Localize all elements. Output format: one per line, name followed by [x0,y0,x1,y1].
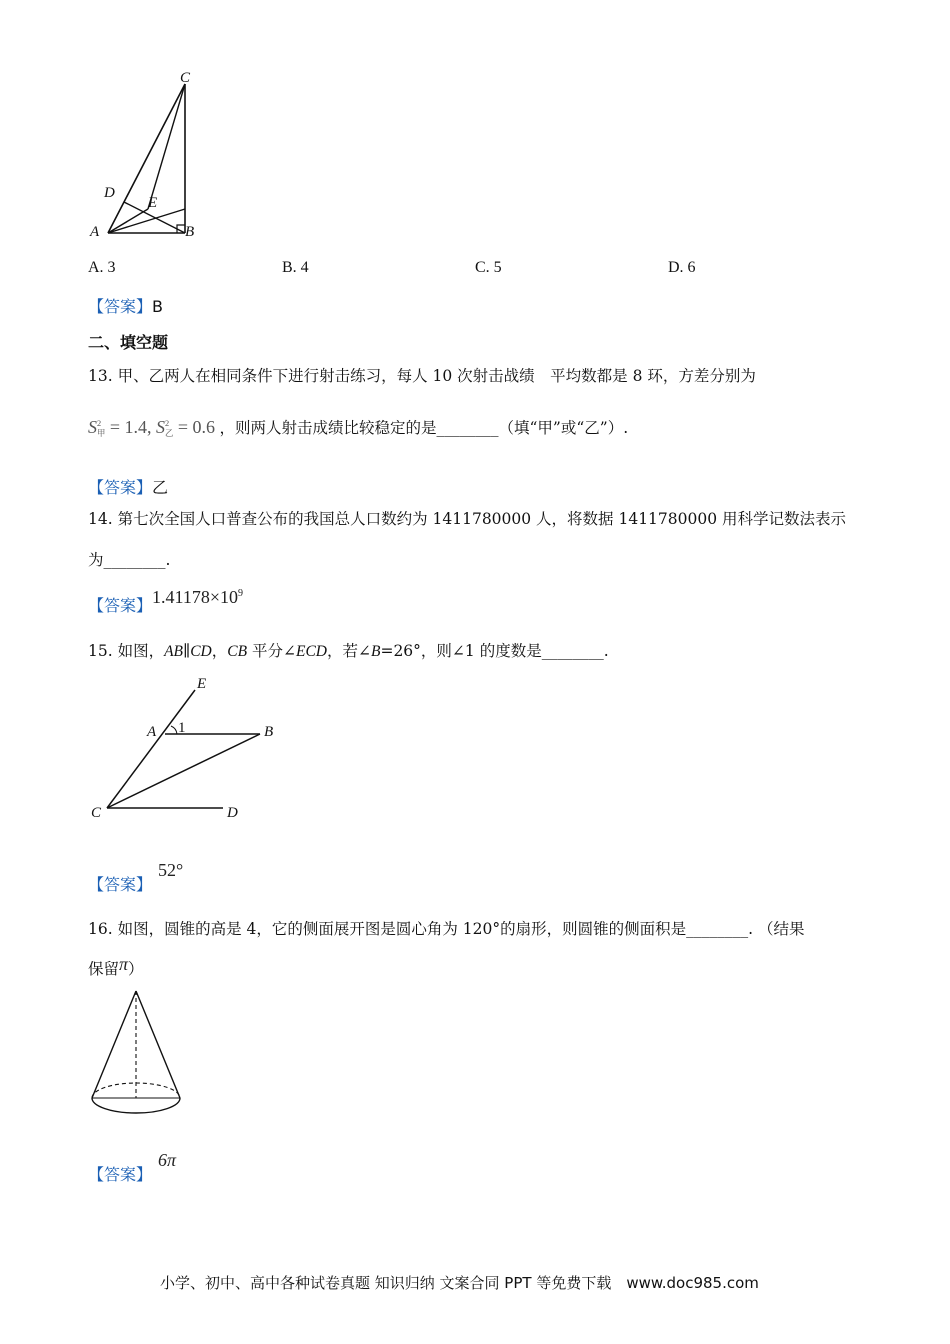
label-C: C [91,805,102,821]
q13-answer [88,475,168,498]
label-C: C [180,70,191,86]
q13-line1: 13. 甲、乙两人在相同条件下进行射击练习，每人 10 次射击战绩 平均数都是 8 环，方差分别为 [88,367,756,385]
option-c: C. 5 [475,259,502,276]
label-A: A [90,224,100,240]
label-D: D [104,185,115,201]
q16-line2: 保留π） [88,954,144,978]
option-a: A. 3 [88,259,116,276]
q16-line1: 16. 如图，圆锥的高是 4，它的侧面展开图是圆心角为 120°的扇形，则圆锥的侧面积是________. （结果 [88,920,805,938]
label-B: B [185,224,195,240]
q15-answer [88,860,184,895]
answer-value: $1.41178\times 10^9$ [152,587,243,607]
q13-line2 [88,413,628,442]
label-E: E [197,676,207,692]
variance-formula: S 2 甲 = 1.4, S 2 乙 = 0.6 [88,417,215,438]
q14-line1: 14. 第七次全国人口普查公布的我国总人口数约为 1411780000 人，将数据 1411780000 用科学记数法表示 [88,510,847,528]
answer-label: 【答案】 [88,875,153,894]
answer-label: 【答案】 [88,596,153,615]
answer-value: B [152,297,163,316]
label-A: A [147,724,157,740]
q14-line2: 为________. [88,551,171,569]
q13-text: ，则两人射击成绩比较稳定的是________（填“甲”或“乙”）. [219,419,629,437]
label-B: B [264,724,274,740]
q12-answer [88,294,163,317]
answer-value: 乙 [152,478,169,497]
q16-answer [88,1150,177,1185]
cone-figure [85,985,195,1125]
answer-value: 6π [158,1150,177,1170]
section-title: 二、填空题 [88,333,169,352]
answer-label: 【答案】 [88,297,153,316]
parallel-lines-figure [85,670,285,825]
label-D: D [227,805,238,821]
answer-value: 52° [158,860,184,880]
label-E: E [148,195,158,211]
option-d: D. 6 [668,259,696,276]
q15-text: 15. 如图，AB∥CD，CB 平分∠ECD，若∠B=26°，则∠1 的度数是________. [88,642,609,660]
triangle-figure [80,70,220,245]
answer-label: 【答案】 [88,1165,153,1184]
answer-label: 【答案】 [88,478,153,497]
option-b: B. 4 [282,259,309,276]
footer-text: 小学、初中、高中各种试卷真题 知识归纳 文案合同 PPT 等免费下载 www.doc985.com [160,1274,759,1292]
label-1: 1 [178,720,186,736]
q14-answer [88,587,243,616]
